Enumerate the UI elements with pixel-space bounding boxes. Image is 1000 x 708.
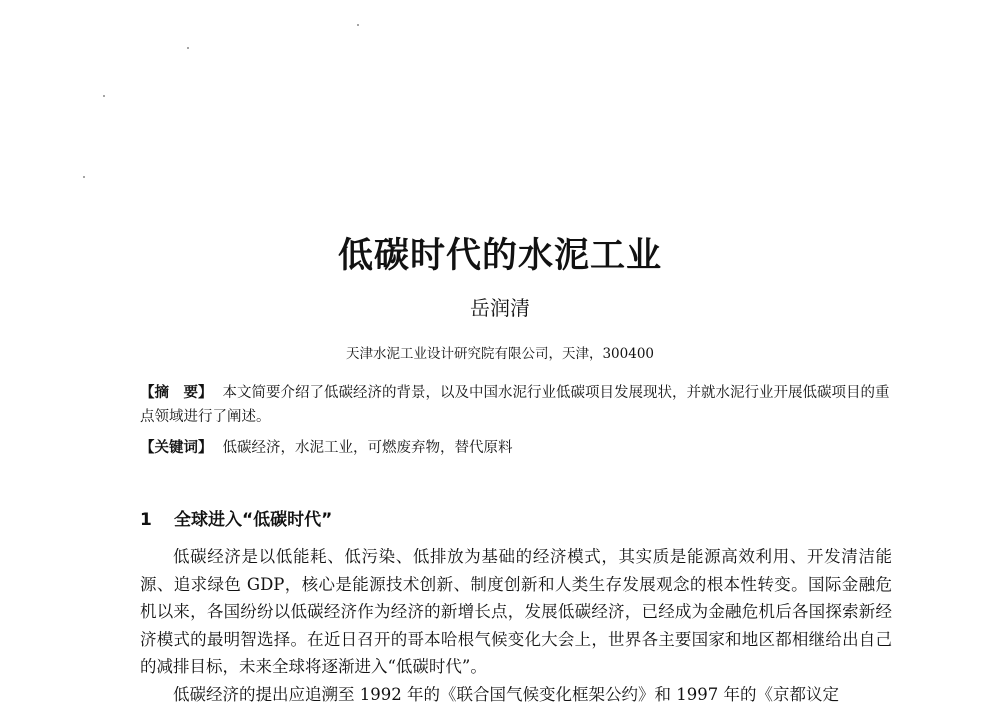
keywords-text: 低碳经济，水泥工业，可燃废弃物，替代原料: [223, 440, 513, 456]
author-name: 岳润清: [0, 292, 1000, 321]
author-affiliation: 天津水泥工业设计研究院有限公司，天津，300400: [0, 342, 1000, 362]
body-text: [140, 543, 892, 708]
paragraph: 低碳经济是以低能耗、低污染、低排放为基础的经济模式，其实质是能源高效利用、开发清洁能源、追求绿色 GDP，核心是能源技术创新、制度创新和人类生存发展观念的根本性转变。国际金融危机以来，各国纷纷以低碳经济作为经济的新增长点，发展低碳经济，已经成为金融危机后各国探索新经济模式的最明智选择。在近日召开的哥本哈根气候变化大会上，世界各主要国家和地区都相继给出自己的减排目标，未来全球将逐渐进入“低碳时代”。: [140, 543, 892, 681]
keywords-label: 【关键词】: [140, 440, 213, 456]
scan-speck: [187, 47, 189, 49]
paragraph: 低碳经济的提出应追溯至 1992 年的《联合国气候变化框架公约》和 1997 年的《京都议定: [140, 681, 892, 708]
abstract-text: 本文简要介绍了低碳经济的背景，以及中国水泥行业低碳项目发展现状，并就水泥行业开展低碳项目的重点领域进行了阐述。: [140, 385, 890, 425]
scan-speck: [103, 95, 105, 97]
scan-speck: [357, 24, 359, 26]
section-title: 全球进入“低碳时代”: [174, 510, 332, 530]
keywords: [140, 436, 892, 460]
abstract-label: 【摘 要】: [140, 385, 213, 401]
section-heading: [140, 505, 332, 530]
abstract: [140, 381, 892, 429]
paper-title: 低碳时代的水泥工业: [0, 228, 1000, 278]
scan-speck: [83, 176, 85, 178]
section-number: 1: [140, 510, 174, 530]
